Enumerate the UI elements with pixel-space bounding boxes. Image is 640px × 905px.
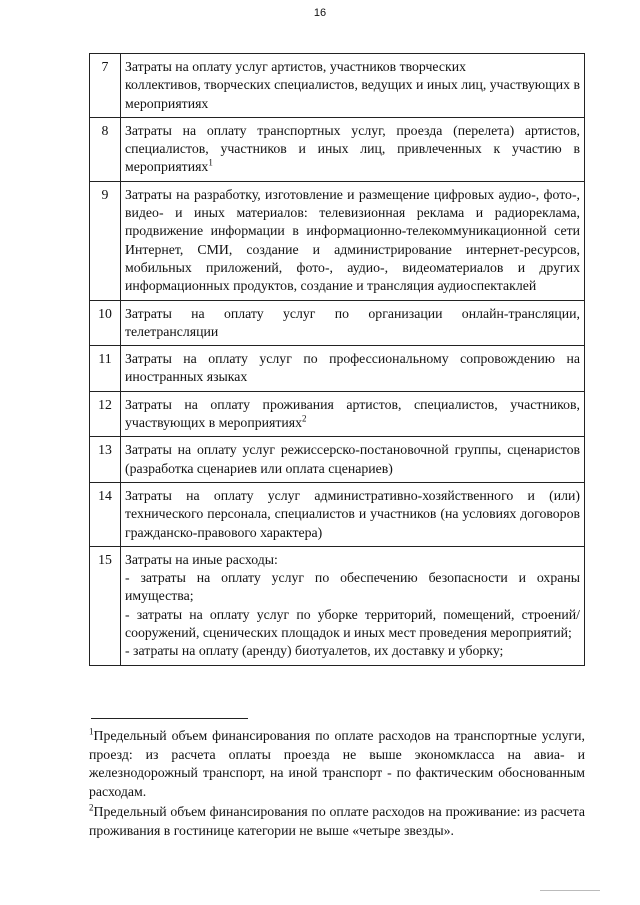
- row-description: [121, 391, 585, 437]
- description-line: Затраты на оплату услуг режиссерско-постановочной группы, сценаристов (разработка сценариев или оплата сценариев): [125, 442, 580, 476]
- row-description: [121, 54, 585, 118]
- row-number: 11: [90, 346, 121, 392]
- description-line: - затраты на оплату услуг по уборке территорий, помещений, строений/сооружений, сценических площадок и иных мест проведения мероприятий;: [125, 606, 580, 641]
- table-row: [90, 117, 585, 181]
- row-number: 14: [90, 482, 121, 546]
- expenses-table-body: [90, 54, 585, 666]
- row-number: 12: [90, 391, 121, 437]
- footnotes: [89, 727, 585, 843]
- row-number: 9: [90, 181, 121, 300]
- description-line: Затраты на оплату услуг по организации онлайн-трансляции, телетрансляции: [125, 305, 580, 339]
- expenses-table: [89, 53, 585, 666]
- description-line: Затраты на оплату услуг артистов, участников творческих: [125, 59, 466, 74]
- row-description: [121, 300, 585, 346]
- row-description: [121, 482, 585, 546]
- description-line: Затраты на оплату проживания артистов, специалистов, участников, участвующих в мероприятиях$^2$: [125, 396, 580, 431]
- footnote-text: Предельный объем финансирования по оплате расходов на проживание: из расчета проживания в гостинице категории не выше «четыре звезды».: [89, 804, 585, 838]
- row-description: [121, 346, 585, 392]
- footnote-marker: 1: [89, 726, 94, 737]
- description-line: - затраты на оплату (аренду) биотуалетов, их доставку и уборку;: [125, 643, 504, 659]
- footnote: [89, 727, 585, 801]
- row-description: [121, 181, 585, 300]
- description-line: Затраты на оплату транспортных услуг, проезда (перелета) артистов, специалистов, участников и иных лиц, привлеченных к участию в мероприятиях$^1$: [125, 122, 580, 175]
- table-row: [90, 300, 585, 346]
- row-description: [121, 437, 585, 483]
- row-number: 8: [90, 117, 121, 181]
- description-line: Затраты на иные расходы:: [125, 551, 278, 567]
- footnote-marker: 2: [89, 802, 94, 813]
- footnote: [89, 803, 585, 840]
- table-row: [90, 546, 585, 665]
- row-number: 10: [90, 300, 121, 346]
- description-line: Затраты на оплату услуг административно-хозяйственного и (или) технического персонала, специалистов и участников (на условиях договоров гражданско-правового характера): [125, 487, 580, 540]
- row-number: 15: [90, 546, 121, 665]
- table-row: [90, 181, 585, 300]
- description-line: - затраты на оплату услуг по обеспечению безопасности и охраны имущества;: [125, 570, 580, 604]
- table-row: [90, 54, 585, 118]
- footnote-reference: 1: [208, 157, 213, 168]
- table-row: [90, 437, 585, 483]
- footnote-reference: 2: [302, 413, 307, 424]
- row-number: 13: [90, 437, 121, 483]
- footnote-text: Предельный объем финансирования по оплате расходов на транспортные услуги, проезд: из расчета оплаты проезда не выше экономкласса на авиа- и железнодорожный транспорт, на иной транспорт - по фактическим обоснованным расходам.: [89, 728, 585, 799]
- table-row: [90, 391, 585, 437]
- description-line: коллективов, творческих специалистов, ведущих и иных лиц, участвующих в мероприятиях: [125, 77, 580, 111]
- scan-edge-mark: [540, 890, 600, 891]
- table-row: [90, 482, 585, 546]
- footnote-divider: [91, 718, 248, 719]
- row-number: 7: [90, 54, 121, 118]
- description-line: Затраты на разработку, изготовление и размещение цифровых аудио-, фото-, видео- и иных материалов: телевизионная реклама и радиореклама, продвижение информации в информационно-телекоммуникационной сети Интернет, СМИ, создание и администрирование интернет-ресурсов, мобильных приложений, фото-, аудио-, видеоматериалов и других информационных продуктов, создание и трансляция аудиоспектаклей: [125, 186, 580, 294]
- description-line: Затраты на оплату услуг по профессиональному сопровождению на иностранных языках: [125, 351, 580, 385]
- page-number: 16: [313, 7, 327, 19]
- table-row: [90, 346, 585, 392]
- row-description: [121, 117, 585, 181]
- row-description: [121, 546, 585, 665]
